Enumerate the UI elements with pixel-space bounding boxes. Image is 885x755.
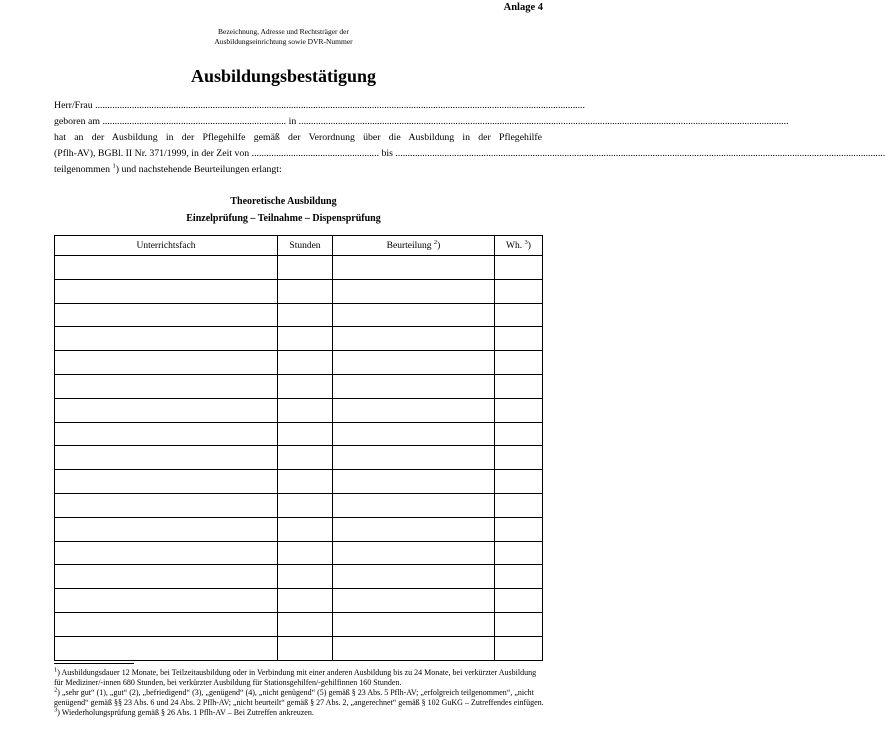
subject-cell bbox=[55, 565, 278, 589]
repeat-cell bbox=[495, 589, 543, 613]
hours-cell bbox=[278, 612, 333, 636]
subject-cell bbox=[55, 303, 278, 327]
hours-cell bbox=[278, 636, 333, 660]
footnote-1-text: ) Ausbildungsdauer 12 Monate, bei Teilzeitausbildung oder in Verbindung mit einer anderen Ausbildung bis zu 24 Monate, bei verkürzter Ausbildung für Mediziner/-innen 680 Stunden, bei verkürzter Ausbildung für Stationsgehilfen/-gehilfinnen 160 Stunden. bbox=[54, 668, 537, 687]
hours-cell bbox=[278, 493, 333, 517]
grade-cell bbox=[333, 303, 495, 327]
period-line bbox=[54, 146, 885, 162]
header-line-2: Ausbildungseinrichtung sowie DVR-Nummer bbox=[214, 37, 353, 46]
subject-cell bbox=[55, 470, 278, 494]
text-line-5 bbox=[54, 162, 542, 178]
form-body bbox=[54, 98, 885, 178]
hours-cell bbox=[278, 422, 333, 446]
hours-cell bbox=[278, 565, 333, 589]
grade-cell bbox=[333, 351, 495, 375]
header-repeat-label: Wh. bbox=[506, 240, 523, 251]
grade-cell bbox=[333, 493, 495, 517]
subject-cell bbox=[55, 541, 278, 565]
hours-cell bbox=[278, 517, 333, 541]
hours-cell bbox=[278, 470, 333, 494]
footnote-divider bbox=[54, 663, 134, 664]
institution-header bbox=[0, 27, 567, 47]
hours-cell bbox=[278, 327, 333, 351]
hours-cell bbox=[278, 374, 333, 398]
table-header-row bbox=[55, 236, 543, 256]
subject-cell bbox=[55, 327, 278, 351]
repeat-cell bbox=[495, 327, 543, 351]
table-row bbox=[55, 422, 543, 446]
grade-cell bbox=[333, 327, 495, 351]
grades-table bbox=[54, 235, 543, 661]
subject-cell bbox=[55, 351, 278, 375]
grade-cell bbox=[333, 517, 495, 541]
repeat-cell bbox=[495, 279, 543, 303]
period-to-fill: ........................................................................................................................................................................................................ bbox=[395, 148, 885, 159]
header-line-1: Bezeichnung, Adresse und Rechtsträger der bbox=[218, 27, 349, 36]
footnotes bbox=[54, 668, 544, 718]
grade-cell bbox=[333, 589, 495, 613]
footnote-ref-1: 1 bbox=[112, 162, 116, 170]
grade-cell bbox=[333, 374, 495, 398]
repeat-cell bbox=[495, 565, 543, 589]
hours-cell bbox=[278, 279, 333, 303]
footnote-ref-2: 2 bbox=[433, 238, 438, 246]
subject-cell bbox=[55, 446, 278, 470]
table-row bbox=[55, 517, 543, 541]
repeat-cell bbox=[495, 374, 543, 398]
born-place-fill: ........................................................................................................................................................................................................ bbox=[298, 116, 789, 127]
grade-cell bbox=[333, 256, 495, 280]
table-row bbox=[55, 589, 543, 613]
person-label: Herr/Frau bbox=[54, 100, 93, 111]
born-date-fill: ........................................................................... bbox=[102, 116, 287, 127]
table-row bbox=[55, 279, 543, 303]
footnote-ref-3: 3 bbox=[524, 238, 528, 246]
repeat-cell bbox=[495, 541, 543, 565]
footnote-1-number: 1 bbox=[54, 666, 58, 674]
period-text: (Pflh-AV), BGBl. II Nr. 371/1999, in der Zeit von bbox=[54, 148, 250, 159]
section-subtitle: Einzelprüfung – Teilnahme – Dispensprüfung bbox=[186, 213, 381, 224]
birth-line bbox=[54, 114, 789, 130]
table-row bbox=[55, 446, 543, 470]
period-bis-label: bis bbox=[381, 148, 393, 159]
subject-cell bbox=[55, 279, 278, 303]
born-place-label: in bbox=[288, 116, 297, 127]
header-grade-label: Beurteilung bbox=[386, 240, 432, 251]
subject-cell bbox=[55, 493, 278, 517]
subject-cell bbox=[55, 612, 278, 636]
subject-cell bbox=[55, 374, 278, 398]
table-row bbox=[55, 374, 543, 398]
text-line-5-a: teilgenommen bbox=[54, 164, 111, 175]
grade-cell bbox=[333, 470, 495, 494]
footnote-3 bbox=[54, 708, 544, 718]
table-row bbox=[55, 470, 543, 494]
repeat-cell bbox=[495, 493, 543, 517]
hours-cell bbox=[278, 303, 333, 327]
repeat-cell bbox=[495, 612, 543, 636]
text-line-5-b: ) und nachstehende Beurteilungen erlangt: bbox=[115, 164, 282, 175]
table-row bbox=[55, 565, 543, 589]
table-row bbox=[55, 636, 543, 660]
hours-cell bbox=[278, 256, 333, 280]
person-fill: ........................................................................................................................................................................................................ bbox=[95, 100, 585, 111]
grade-cell bbox=[333, 612, 495, 636]
grade-cell bbox=[333, 636, 495, 660]
header-grade: Beurteilung $^2$) bbox=[333, 236, 495, 256]
footnote-3-text: ) Wiederholungsprüfung gemäß § 26 Abs. 1 Pflh-AV – Bei Zutreffen ankreuzen. bbox=[57, 708, 314, 717]
repeat-cell bbox=[495, 398, 543, 422]
page-title: Ausbildungsbestätigung bbox=[190, 66, 377, 86]
subject-cell bbox=[55, 517, 278, 541]
repeat-cell bbox=[495, 256, 543, 280]
footnote-1 bbox=[54, 668, 544, 688]
text-line-3: hat an der Ausbildung in der Pflegehilfe gemäß der Verordnung über die Ausbildung in der Pflegehilfe bbox=[54, 132, 542, 143]
hours-cell bbox=[278, 351, 333, 375]
hours-cell bbox=[278, 398, 333, 422]
subject-cell bbox=[55, 256, 278, 280]
grade-cell bbox=[333, 565, 495, 589]
grade-cell bbox=[333, 279, 495, 303]
table-row bbox=[55, 351, 543, 375]
grade-cell bbox=[333, 422, 495, 446]
repeat-cell bbox=[495, 470, 543, 494]
repeat-cell bbox=[495, 517, 543, 541]
hours-cell bbox=[278, 541, 333, 565]
table-row bbox=[55, 327, 543, 351]
subject-cell bbox=[55, 398, 278, 422]
table-row bbox=[55, 256, 543, 280]
repeat-cell bbox=[495, 422, 543, 446]
hours-cell bbox=[278, 589, 333, 613]
header-hours: Stunden bbox=[278, 236, 333, 256]
footnote-2 bbox=[54, 688, 544, 708]
born-label: geboren am bbox=[54, 116, 100, 127]
grade-cell bbox=[333, 541, 495, 565]
footnote-3-number: 3 bbox=[54, 706, 58, 714]
section-title: Theoretische Ausbildung bbox=[230, 196, 337, 207]
annex-label: Anlage 4 bbox=[503, 2, 543, 13]
header-repeat: Wh. $^3$) bbox=[495, 236, 543, 256]
repeat-cell bbox=[495, 636, 543, 660]
repeat-cell bbox=[495, 351, 543, 375]
repeat-cell bbox=[495, 303, 543, 327]
hours-cell bbox=[278, 446, 333, 470]
footnote-2-text: ) „sehr gut“ (1), „gut“ (2), „befriedigend“ (3), „genügend“ (4), „nicht genügend“ (5) gemäß § 23 Abs. 5 Pflh-AV; „erfolgreich teilgenommen“, „nicht genügend“ gemäß §§ 23 Abs. 6 und 24 Abs. 2 Pflh-AV; „nicht beurteilt“ gemäß § 27 Abs. 2, „angerechnet“ gemäß § 102 GuKG – Zutreffendes einfügen. bbox=[54, 688, 544, 707]
person-line bbox=[54, 98, 585, 114]
table-row bbox=[55, 612, 543, 636]
table-row bbox=[55, 303, 543, 327]
period-from-fill: .................................................... bbox=[251, 148, 380, 159]
table-row bbox=[55, 398, 543, 422]
subject-cell bbox=[55, 589, 278, 613]
footnote-2-number: 2 bbox=[54, 686, 58, 694]
table-body bbox=[55, 256, 543, 661]
subject-cell bbox=[55, 422, 278, 446]
table-row bbox=[55, 541, 543, 565]
header-subject: Unterrichtsfach bbox=[55, 236, 278, 256]
grade-cell bbox=[333, 398, 495, 422]
grade-cell bbox=[333, 446, 495, 470]
repeat-cell bbox=[495, 446, 543, 470]
table-row bbox=[55, 493, 543, 517]
subject-cell bbox=[55, 636, 278, 660]
